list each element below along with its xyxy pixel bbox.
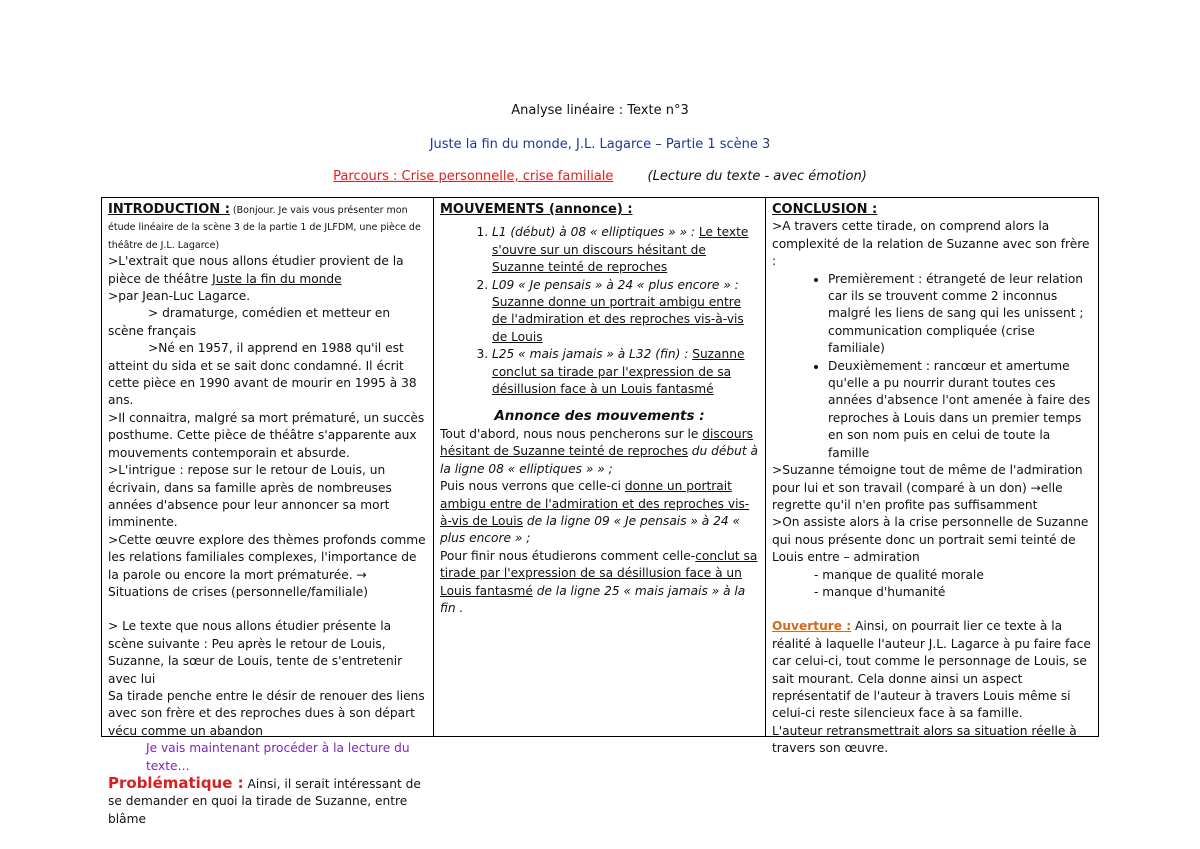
annonce-2-ref: de la ligne 09 « Je pensais » à 24 « plus encore » ; [440, 513, 741, 546]
ouverture [772, 618, 1092, 722]
annonce-3-text: Pour finir nous étudierons comment celle- [440, 548, 696, 563]
intro-p1-title: Juste la fin du monde [212, 271, 342, 286]
mouvement-2-ref: L09 « Je pensais » à 24 « plus encore » : [492, 277, 739, 292]
annonce-3 [440, 548, 759, 618]
mouvement-3-ref: L25 « mais jamais » à L32 (fin) : [492, 347, 693, 362]
intro-p1-text: >L'extrait que nous allons étudier provient de la pièce de théâtre [108, 254, 404, 286]
mouvement-3 [492, 346, 759, 398]
intro-p2: >par Jean-Luc Lagarce. [108, 289, 251, 304]
introduction-column [102, 198, 434, 826]
mouvement-2-text: Suzanne donne un portrait ambigu entre de l'admiration et des reproches vis-à-vis de Louis [492, 295, 744, 344]
annonce-2-text: Puis nous verrons que celle-ci [440, 479, 625, 494]
mouvements-column [434, 198, 766, 736]
mouvements-list [440, 224, 759, 398]
annonce-2 [440, 478, 759, 548]
ouverture-text: Ainsi, on pourrait lier ce texte à la réalité à laquelle l'auteur J.L. Lagarce à pu faire face car celui-ci, tout comme le personnage de Louis, se sait mourant. Cela donne ainsi un aspect représentatif de l'auteur à travers Louis même si celui-ci reste silencieux face à sa famille. [772, 619, 1091, 721]
conclusion-p1: >A travers cette tirade, on comprend alors la complexité de la relation de Suzanne avec son frère : [772, 219, 1090, 269]
mouvement-1 [492, 224, 759, 276]
conclusion-bullets [772, 271, 1092, 462]
mouvement-1-text: Le texte s'ouvre sur un discours hésitant de Suzanne teinté de reproches [492, 225, 749, 275]
problematique-label: Problématique : [108, 774, 244, 792]
conclusion-p3: >On assiste alors à la crise personnelle de Suzanne qui nous présente donc un portrait semi teinté de Louis entre – admiration [772, 515, 1089, 565]
intro-p5: >Il connaitra, malgré sa mort prématuré, un succès posthume. Cette pièce de théâtre s'apparente aux mouvements contemporain et absurde. [108, 410, 425, 460]
annonce-2-underlined: donne un portrait ambigu entre de l'admiration et des reproches vis-à-vis de Louis [440, 479, 750, 528]
analysis-table [101, 197, 1099, 826]
document-subtitle: Juste la fin du monde, J.L. Lagarce – Partie 1 scène 3 [429, 137, 771, 152]
annonce-1-text: Tout d'abord, nous nous pencherons sur le [440, 426, 703, 441]
intro-p7: >Cette œuvre explore des thèmes profonds comme les relations familiales complexes, l'importance de la parole ou encore la mort prématurée. → Situations de crises (personnelle/familiale) [108, 532, 426, 599]
annonce-1-ref: du début à la ligne 08 « elliptiques » » ; [440, 444, 758, 476]
conclusion-sub-1: - manque de qualité morale [814, 567, 984, 582]
document-title: Analyse linéaire : Texte n°3 [511, 103, 689, 118]
conclusion-bullet-2: • Deuxièmement : rancœur et amertume qu'elle a pu nourrir durant toutes ces années d'absence l'ont amenée à faire des reproches à Louis dans un premier temps en son nom puis en celui de toute la famille [828, 358, 1092, 462]
conclusion-bullet-1: • Premièrement : étrangeté de leur relation car ils se trouvent comme 2 inconnus malgré les liens de sang qui les unissent ; communication compliquée (crise familiale) [828, 271, 1092, 358]
intro-heading-line [108, 201, 427, 253]
parcours-line [0, 169, 1200, 184]
spacer [772, 601, 1092, 618]
intro-p3: > dramaturge, comédien et metteur en scène français [108, 306, 391, 338]
problematique [108, 775, 427, 828]
intro-p8: > Le texte que nous allons étudier présente la scène suivante : Peu après le retour de Louis, Suzanne, la sœur de Louis, tente de s'entretenir avec lui [108, 619, 403, 686]
intro-reading-note: Je vais maintenant procéder à la lecture du texte… [146, 741, 410, 773]
ouverture-label: Ouverture : [772, 619, 852, 634]
annonce-1 [440, 426, 759, 478]
annonce-1-underlined: discours hésitant de Suzanne teinté de reproches [440, 426, 753, 459]
annonce-3-underlined: conclut sa tirade par l'expression de sa désillusion face à un Louis fantasmé [440, 548, 758, 598]
annonce-3-ref: de la ligne 25 « mais jamais » à la fin . [440, 583, 746, 615]
mouvement-2 [492, 277, 759, 347]
intro-p1 [108, 253, 427, 288]
intro-p6: >L'intrigue : repose sur le retour de Louis, un écrivain, dans sa famille après de nombreuses années d'absence pour leur annoncer sa mort imminente. [108, 463, 392, 530]
lecture-note: (Lecture du texte - avec émotion) [647, 169, 867, 184]
mouvement-1-ref: L1 (début) à 08 « elliptiques » » : [492, 225, 699, 240]
conclusion-p4: L'auteur retransmettrait alors sa situation réelle à travers son œuvre. [772, 723, 1077, 756]
conclusion-sub-2: - manque d'humanité [814, 584, 946, 599]
intro-p4: >Né en 1957, il apprend en 1988 qu'il est atteint du sida et se sait donc condamné. Il écrit cette pièce en 1990 avant de mourir en 1995 à 38 ans. [108, 341, 417, 408]
intro-p9: Sa tirade penche entre le désir de renouer des liens avec son frère et des reproches dues à son départ vécu comme un abandon [108, 688, 425, 738]
intro-heading: INTRODUCTION : [108, 202, 230, 217]
spacer [108, 601, 427, 618]
problematique-text: Ainsi, il serait intéressant de se demander en quoi la tirade de Suzanne, entre blâme [108, 777, 421, 826]
mouvement-3-text: Suzanne conclut sa tirade par l'expression de sa désillusion face à un Louis fantasmé [492, 347, 745, 397]
conclusion-heading: CONCLUSION : [772, 202, 878, 217]
mouvements-heading: MOUVEMENTS (annonce) : [440, 202, 633, 217]
conclusion-column [766, 198, 1098, 756]
annonce-title: Annonce des mouvements : [494, 408, 705, 425]
conclusion-p2: >Suzanne témoigne tout de même de l'admiration pour lui et son travail (comparé à un don) →elle regrette qu'il n'en profite pas suffisamment [772, 463, 1083, 512]
parcours-label: Parcours : Crise personnelle, crise familiale [333, 169, 614, 184]
intro-note: (Bonjour. Je vais vous présenter mon étude linéaire de la scène 3 de la partie 1 de JLFDM, une pièce de théâtre de J.L. Lagarce) [108, 205, 421, 251]
